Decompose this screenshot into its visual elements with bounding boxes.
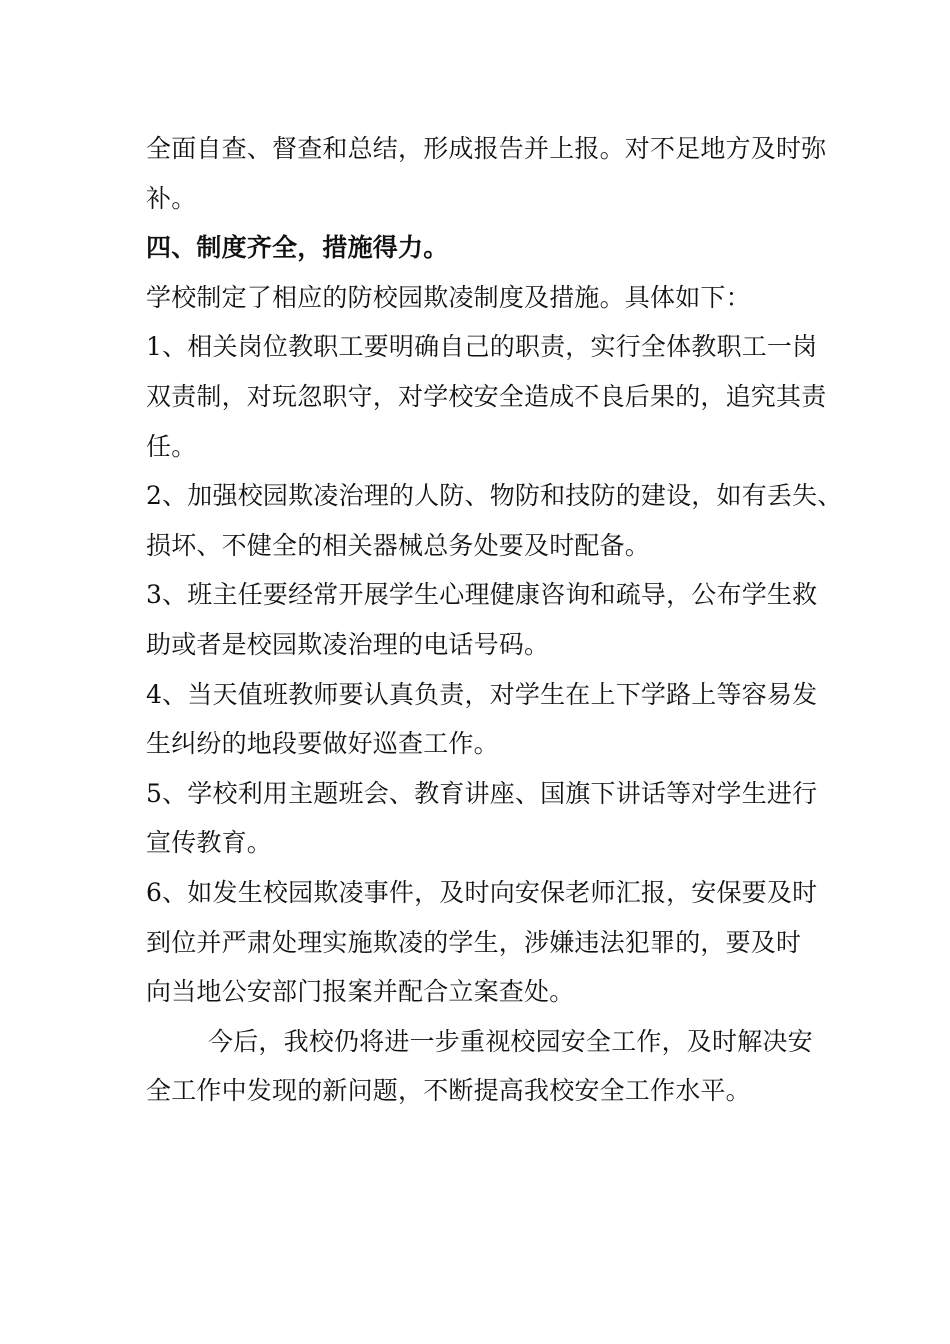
list-item-4: 4、当天值班教师要认真负责，对学生在上下学路上等容易发 [146, 679, 818, 709]
text-line: 全面自查、督查和总结，形成报告并上报。对不足地方及时弥 [146, 134, 827, 163]
list-item-2: 2、加强校园欺凌治理的人防、物防和技防的建设，如有丢失、 [146, 481, 843, 511]
text-line: 生纠纷的地段要做好巡查工作。 [146, 729, 499, 759]
text-line: 损坏、不健全的相关器械总务处要及时配备。 [146, 530, 651, 560]
text-line: 补。 [146, 183, 197, 213]
text-line: 向当地公安部门报案并配合立案查处。 [146, 977, 575, 1007]
text-line: 双责制，对玩忽职守，对学校安全造成不良后果的，追究其责 [146, 381, 827, 411]
list-item-5: 5、学校利用主题班会、教育讲座、国旗下讲话等对学生进行 [146, 778, 818, 808]
text-line: 学校制定了相应的防校园欺凌制度及措施。具体如下： [146, 282, 751, 312]
list-item-1: 1、相关岗位教职工要明确自己的职责，实行全体教职工一岗 [146, 332, 818, 362]
list-item-6: 6、如发生校园欺凌事件，及时向安保老师汇报，安保要及时 [146, 877, 818, 907]
section-heading: 四、制度齐全，措施得力。 [146, 233, 449, 263]
text-line: 宣传教育。 [146, 828, 273, 858]
text-line: 到位并严肃处理实施欺凌的学生，涉嫌违法犯罪的，要及时 [146, 927, 802, 957]
closing-paragraph: 今后，我校仍将进一步重视校园安全工作，及时解决安 [208, 1026, 813, 1056]
list-item-3: 3、班主任要经常开展学生心理健康咨询和疏导，公布学生救 [146, 580, 818, 610]
text-line: 任。 [146, 431, 197, 461]
text-line: 助或者是校园欺凌治理的电话号码。 [146, 629, 550, 659]
document-page [146, 124, 843, 1116]
text-line: 全工作中发现的新问题，不断提高我校安全工作水平。 [146, 1076, 751, 1106]
